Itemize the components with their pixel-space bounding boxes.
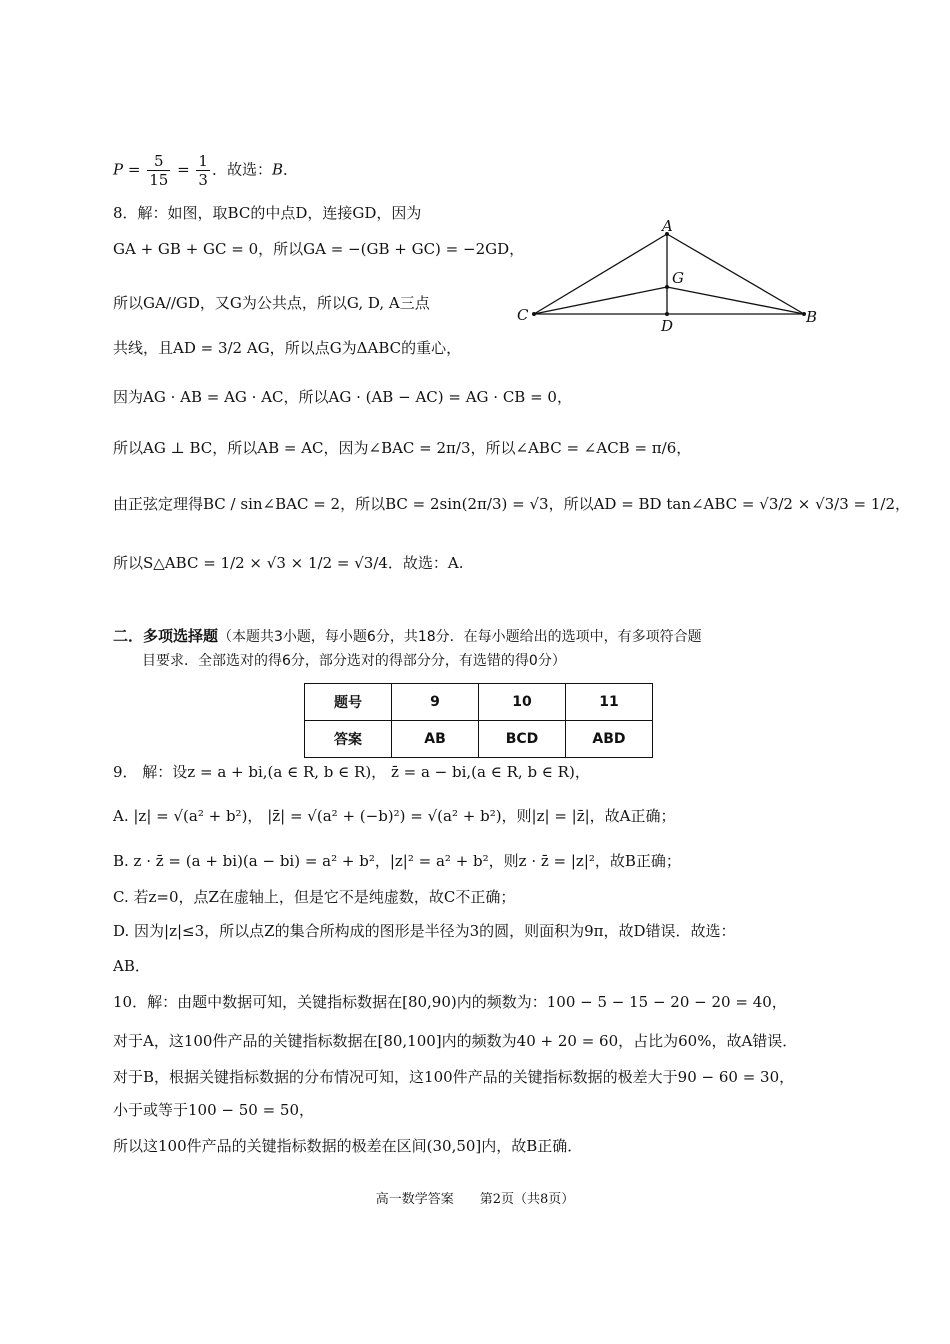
q10-line1: 10．解：由题中数据可知，关键指标数据在[80,90)内的频数为：100 − 5 − 15 − 20 − 20 = 40， <box>113 993 787 1011</box>
segment-gb <box>667 287 804 314</box>
q8-line7: 由正弦定理得BC / sin∠BAC = 2，所以BC = 2sin(2π/3) = √3，所以AD = BD tan∠ABC = √3/2 × √3/3 = 1/2， <box>113 495 911 513</box>
q8-line1: 8．解：如图，取BC的中点D，连接GD，因为 <box>113 204 422 222</box>
q10-line4: 小于或等于100 − 50 = 50， <box>113 1101 315 1119</box>
table-cell: 题号 <box>305 684 392 721</box>
q10-line3: 对于B，根据关键指标数据的分布情况可知，这100件产品的关键指标数据的极差大于90 − 60 = 30， <box>113 1068 795 1086</box>
q10-line5: 所以这100件产品的关键指标数据的极差在区间(30,50]内，故B正确． <box>113 1137 583 1155</box>
table-row <box>305 721 653 758</box>
label-a: A <box>662 220 673 235</box>
point-d <box>665 312 669 316</box>
section2-heading: 二．多项选择题 <box>113 627 219 645</box>
label-c: C <box>517 306 529 324</box>
triangle-figure <box>512 220 832 335</box>
label-d: D <box>661 317 674 335</box>
page-footer: 高一数学答案 第2页（共8页） <box>375 1192 575 1207</box>
q7-conclusion: P = $\frac{5}{15}$ = $\frac{1}{3}$ ．故选：B． <box>113 152 299 189</box>
section2-heading-line <box>113 626 702 647</box>
table-cell: ABD <box>566 721 653 758</box>
label-g: G <box>672 269 684 287</box>
table-cell: 9 <box>392 684 479 721</box>
section2-note1: （本题共3小题，每小题6分，共18分．在每小题给出的选项中，有多项符合题 <box>218 629 702 645</box>
q9-option-c: C. 若z=0，点Z在虚轴上，但是它不是纯虚数，故C不正确； <box>113 888 516 906</box>
q10-line2: 对于A，这100件产品的关键指标数据在[80,100]内的频数为40 + 20 = 60，占比为60%，故A错误． <box>113 1032 798 1050</box>
q8-line3: 所以GA//GD，又G为公共点，所以G, D, A三点 <box>113 294 430 312</box>
segment-cg <box>534 287 667 314</box>
q9-option-d: D. 因为|z|≤3，所以点Z的集合所构成的图形是半径为3的圆，则面积为9π，故D错误．故选： <box>113 922 736 940</box>
q9-option-b: B. z · z̄ = (a + bi)(a − bi) = a² + b²，|z|² = a² + b²，则z · z̄ = |z|²，故B正确； <box>113 852 681 870</box>
q9-answer: AB． <box>113 957 150 975</box>
edge-ca <box>534 234 667 314</box>
edge-ab <box>667 234 804 314</box>
label-b: B <box>806 308 818 326</box>
section2-note2: 目要求．全部选对的得6分，部分选对的得部分分，有选错的得0分） <box>142 653 566 669</box>
q8-line2: GA + GB + GC = 0，所以GA = −(GB + GC) = −2GD， <box>113 240 525 258</box>
q8-line6: 所以AG ⊥ BC，所以AB = AC，因为∠BAC = 2π/3，所以∠ABC = ∠ACB = π/6， <box>113 439 692 457</box>
table-cell: BCD <box>479 721 566 758</box>
table-cell: 答案 <box>305 721 392 758</box>
q9-option-a: A. |z| = √(a² + b²)， |z̄| = √(a² + (−b)²) = √(a² + b²)，则|z| = |z̄|，故A正确； <box>113 807 676 825</box>
table-row <box>305 684 653 721</box>
table-cell: 10 <box>479 684 566 721</box>
point-c <box>532 312 536 316</box>
answer-table <box>304 683 653 758</box>
table-cell: AB <box>392 721 479 758</box>
q9-line1: 9． 解：设z = a + bi,(a ∈ R, b ∈ R)， z̄ = a − bi,(a ∈ R, b ∈ R)， <box>113 763 590 781</box>
q8-line4: 共线，且AD = 3/2 AG，所以点G为ΔABC的重心， <box>113 339 462 357</box>
q8-line8: 所以S△ABC = 1/2 × √3 × 1/2 = √3/4．故选：A. <box>113 554 464 572</box>
point-g <box>665 285 669 289</box>
q8-line5: 因为AG · AB = AG · AC，所以AG · (AB − AC) = AG · CB = 0， <box>113 388 572 406</box>
table-cell: 11 <box>566 684 653 721</box>
